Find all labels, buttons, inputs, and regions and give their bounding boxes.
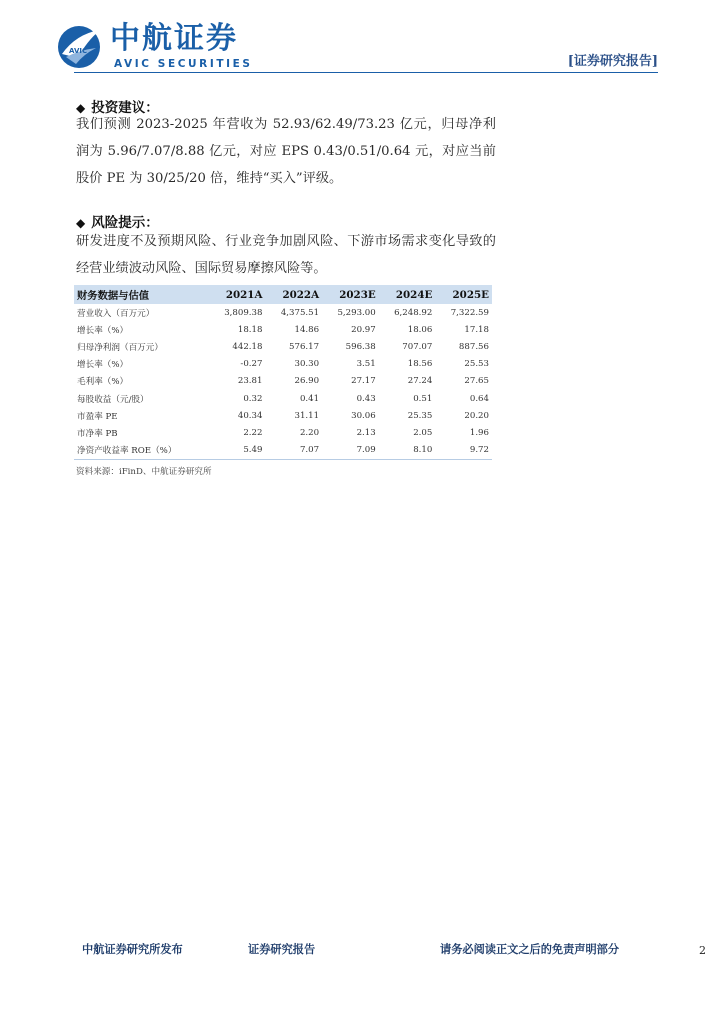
cell: 7.07: [265, 442, 322, 460]
row-label: 市盈率 PE: [77, 411, 118, 422]
cell: 0.32: [243, 393, 263, 404]
cell: 2.05: [413, 427, 433, 438]
logo-chinese-name: 中航证券: [110, 21, 238, 56]
risk-text: 研发进度不及预期风险、行业竞争加剧风险、下游市场需求变化导致的经营业绩波动风险、国际贸易摩擦风险等。: [76, 234, 496, 276]
cell: 40.34: [237, 410, 263, 421]
cell: 707.07: [402, 341, 433, 352]
footer-publisher: 中航证券研究所发布: [82, 942, 183, 956]
cell: 2.22: [243, 427, 263, 438]
page-header: [0, 0, 724, 80]
cell: 25.53: [464, 359, 489, 370]
row-label: 增长率（%）: [77, 325, 129, 336]
cell: 18.56: [407, 359, 433, 370]
year-header: 2021A: [209, 285, 266, 304]
investment-paragraph: [76, 111, 496, 192]
year-header: 2025E: [435, 285, 492, 304]
logo-english-name: AVIC SECURITIES: [114, 58, 253, 70]
cell: 0.51: [413, 393, 433, 404]
cell: 25.35: [407, 410, 433, 421]
investment-title-text: 投资建议：: [91, 100, 159, 116]
page-number: 2: [699, 944, 706, 957]
diamond-bullet-icon: ◆: [76, 216, 86, 230]
cell: 26.90: [294, 376, 320, 387]
cell: 9.72: [435, 442, 492, 460]
cell: 30.06: [351, 410, 376, 421]
cell: 30.30: [294, 359, 320, 370]
cell: 4,375.51: [280, 307, 320, 318]
table-row: [74, 407, 492, 424]
header-divider: [74, 72, 658, 73]
cell: 14.86: [294, 324, 320, 335]
year-header: 2023E: [322, 285, 379, 304]
cell: 27.65: [464, 376, 489, 387]
logo-mark-text: AVIC: [69, 47, 88, 55]
cell: 5,293.00: [337, 307, 376, 318]
row-label: 增长率（%）: [77, 360, 129, 371]
cell: 18.18: [237, 324, 263, 335]
cell: 8.10: [379, 442, 436, 460]
table-header-label: 财务数据与估值: [74, 285, 209, 304]
risk-title-text: 风险提示：: [91, 215, 159, 231]
cell: 23.81: [237, 376, 263, 387]
table-header-row: [74, 285, 492, 304]
cell: -0.27: [240, 359, 263, 370]
table-row: [74, 338, 492, 355]
cell: 27.17: [351, 376, 376, 387]
cell: 2.13: [356, 427, 376, 438]
table-row: [74, 390, 492, 407]
row-label: 营业收入（百万元）: [77, 308, 155, 319]
avic-logo-icon: [56, 24, 102, 70]
diamond-bullet-icon: ◆: [76, 101, 86, 115]
row-label: 市净率 PB: [77, 428, 118, 439]
cell: 7,322.59: [450, 307, 489, 318]
table-row: [74, 442, 492, 460]
cell: 17.18: [464, 324, 489, 335]
table-source-note: 资料来源：iFinD、中航证券研究所: [76, 467, 212, 477]
row-label: 净资产收益率 ROE（%）: [74, 442, 209, 460]
cell: 3,809.38: [224, 307, 263, 318]
cell: 5.49: [209, 442, 266, 460]
cell: 442.18: [232, 341, 263, 352]
footer-report-type: 证券研究报告: [248, 942, 316, 956]
table-row: [74, 356, 492, 373]
row-label: 归母净利润（百万元）: [77, 342, 163, 353]
footer-disclaimer: 请务必阅读正文之后的免责声明部分: [440, 942, 620, 956]
risk-paragraph: [76, 228, 496, 282]
cell: 0.64: [469, 393, 489, 404]
financial-data-table: [74, 285, 492, 460]
table-row: [74, 373, 492, 390]
cell: 20.97: [351, 324, 376, 335]
cell: 0.43: [356, 393, 376, 404]
cell: 27.24: [407, 376, 433, 387]
row-label: 每股收益（元/股）: [77, 394, 149, 405]
investment-text: 我们预测 2023-2025 年营收为 52.93/62.49/73.23 亿元，归母净利润为 5.96/7.07/8.88 亿元，对应 EPS 0.43/0.51/0.64 元，对应当前股价 PE 为 30/25/20 倍，维持“买入”评级。: [76, 117, 496, 186]
cell: 31.11: [294, 410, 320, 421]
cell: 3.51: [356, 359, 376, 370]
cell: 576.17: [289, 341, 320, 352]
cell: 18.06: [407, 324, 433, 335]
table-row: [74, 321, 492, 338]
cell: 6,248.92: [394, 307, 433, 318]
cell: 2.20: [299, 427, 320, 438]
cell: 20.20: [464, 410, 489, 421]
cell: 1.96: [469, 427, 489, 438]
table-row: [74, 304, 492, 321]
row-label: 毛利率（%）: [77, 377, 129, 388]
year-header: 2022A: [265, 285, 322, 304]
cell: 887.56: [458, 341, 489, 352]
cell: 7.09: [322, 442, 379, 460]
year-header: 2024E: [379, 285, 436, 304]
cell: 596.38: [345, 341, 376, 352]
cell: 0.41: [299, 393, 320, 404]
table-row: [74, 424, 492, 441]
report-type-tag: [证券研究报告]: [567, 54, 658, 69]
